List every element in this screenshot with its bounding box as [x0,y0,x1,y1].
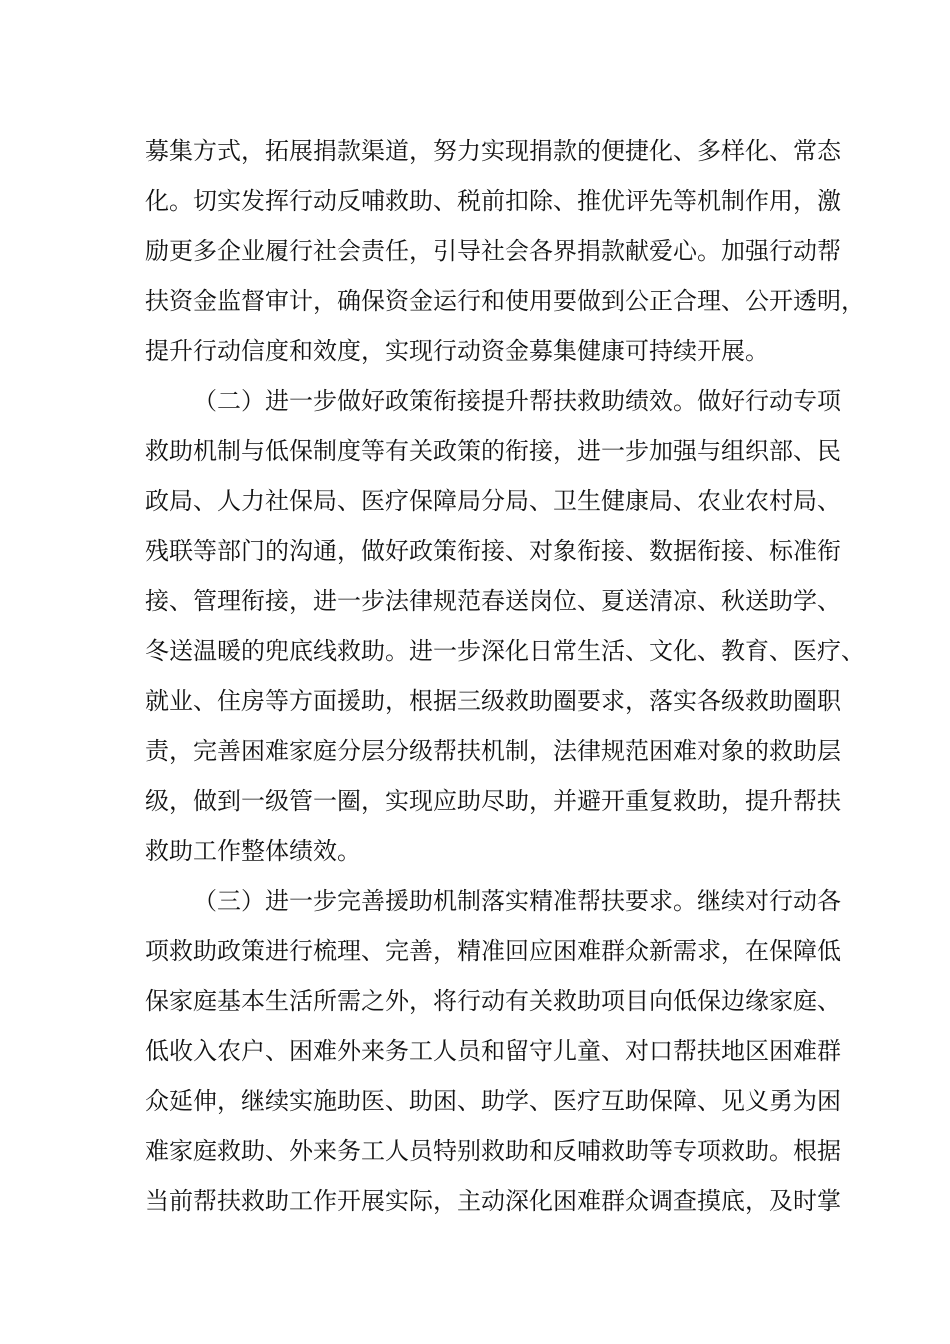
section-heading-line: （二）进一步做好政策衔接提升帮扶救助绩效。做好行动专项 [193,387,841,415]
paragraph-line-last: 提升行动信度和效度，实现行动资金募集健康可持续开展。 [145,337,769,365]
paragraph-line: 扶资金监督审计，确保资金运行和使用要做到公正合理、公开透明， [145,287,865,315]
paragraph-line: 励更多企业履行社会责任，引导社会各界捐款献爱心。加强行动帮 [145,237,841,265]
paragraph-line: 项救助政策进行梳理、完善，精准回应困难群众新需求，在保障低 [145,937,841,965]
paragraph-line: 就业、住房等方面援助，根据三级救助圈要求，落实各级救助圈职 [145,687,841,715]
paragraph-line: 保家庭基本生活所需之外，将行动有关救助项目向低保边缘家庭、 [145,987,841,1015]
paragraph-line: 接、管理衔接，进一步法律规范春送岗位、夏送清凉、秋送助学、 [145,587,841,615]
paragraph-line: 责，完善困难家庭分层分级帮扶机制，法律规范困难对象的救助层 [145,737,841,765]
section-heading-line: （三）进一步完善援助机制落实精准帮扶要求。继续对行动各 [193,887,841,915]
paragraph-line: 募集方式，拓展捐款渠道，努力实现捐款的便捷化、多样化、常态 [145,137,841,165]
paragraph-line: 当前帮扶救助工作开展实际，主动深化困难群众调查摸底，及时掌 [145,1187,841,1215]
paragraph-line: 化。切实发挥行动反哺救助、税前扣除、推优评先等机制作用，激 [145,187,841,215]
paragraph-line-last: 救助工作整体绩效。 [145,837,361,865]
paragraph-line: 低收入农户、困难外来务工人员和留守儿童、对口帮扶地区困难群 [145,1037,841,1065]
paragraph-line: 众延伸，继续实施助医、助困、助学、医疗互助保障、见义勇为困 [145,1087,841,1115]
paragraph-line: 难家庭救助、外来务工人员特别救助和反哺救助等专项救助。根据 [145,1137,841,1165]
paragraph-line: 级，做到一级管一圈，实现应助尽助，并避开重复救助，提升帮扶 [145,787,841,815]
paragraph-line: 救助机制与低保制度等有关政策的衔接，进一步加强与组织部、民 [145,437,841,465]
paragraph-line: 冬送温暖的兜底线救助。进一步深化日常生活、文化、教育、医疗、 [145,637,865,665]
paragraph-line: 政局、人力社保局、医疗保障局分局、卫生健康局、农业农村局、 [145,487,841,515]
paragraph-line: 残联等部门的沟通，做好政策衔接、对象衔接、数据衔接、标准衔 [145,537,841,565]
